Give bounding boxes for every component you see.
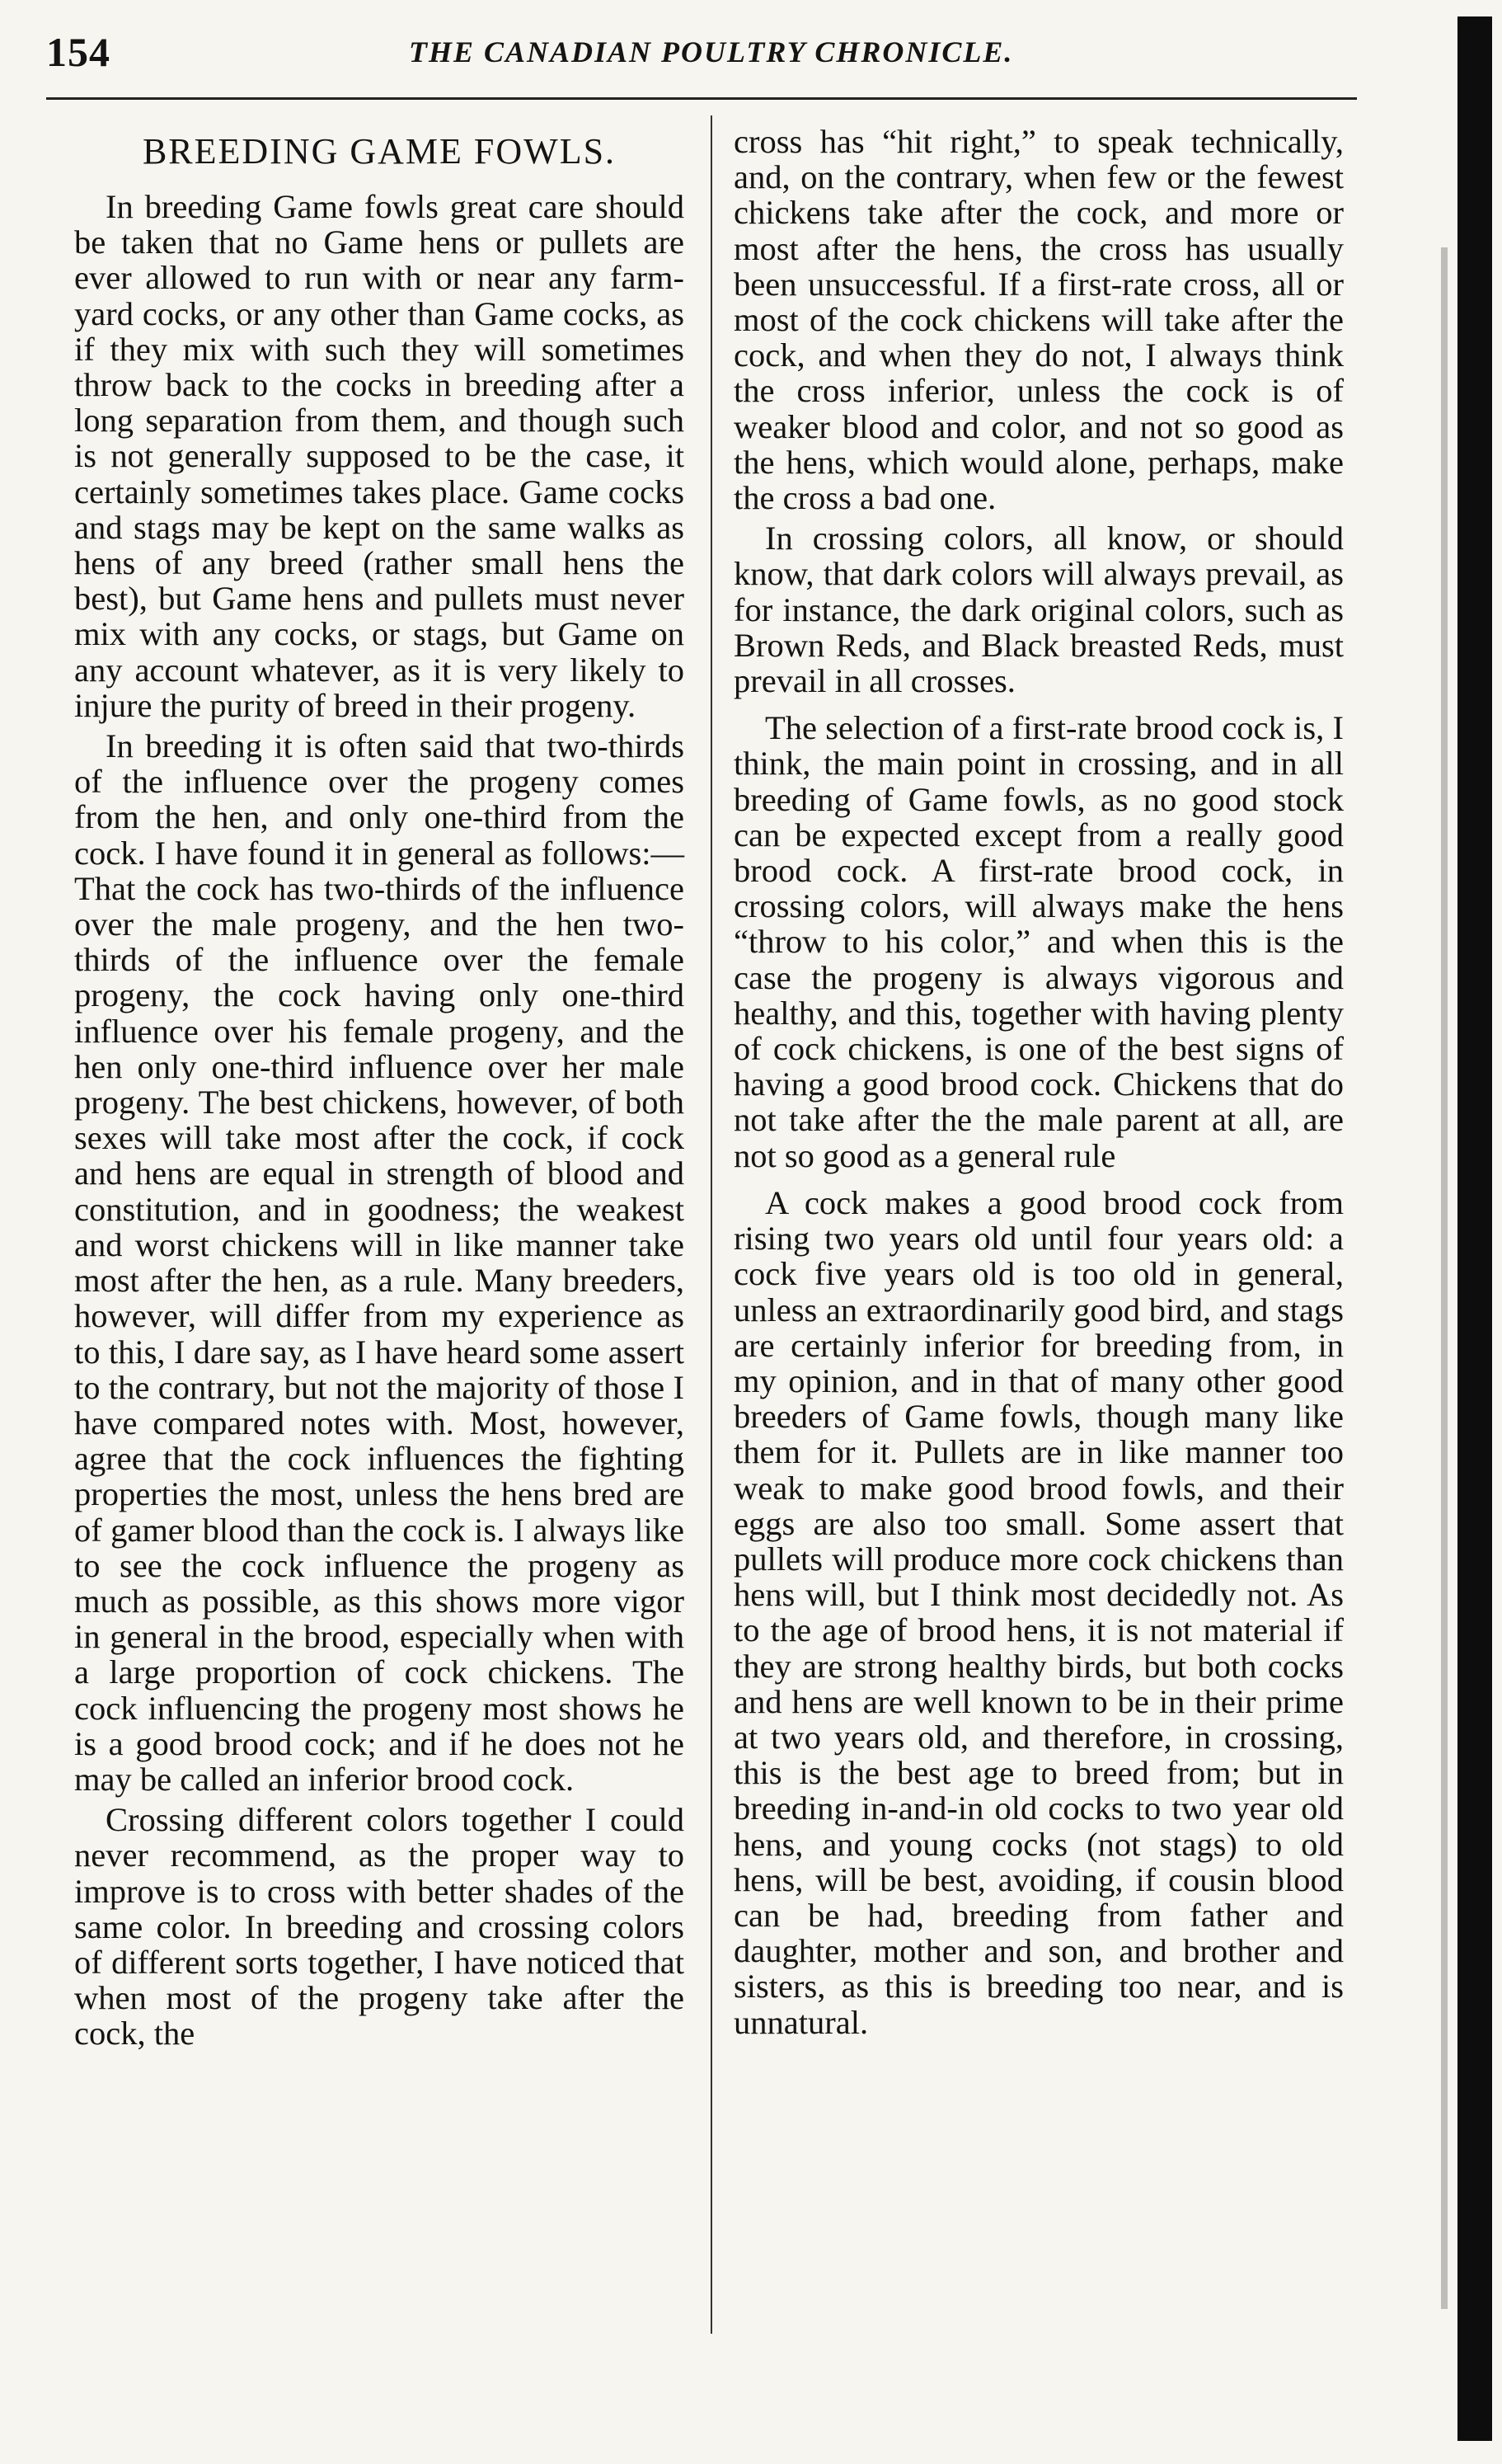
paragraph: In crossing colors, all know, or should know, that dark colors will always prevail, as for instance, the dark original colors, such as Brown Reds, and Black breasted Reds, must prevail in all crosses. — [734, 520, 1344, 700]
right-column — [734, 124, 1344, 2045]
page-header — [46, 28, 1365, 78]
article-title: BREEDING GAME FOWLS. — [142, 131, 617, 172]
page-number: 154 — [46, 29, 110, 75]
column-rule — [711, 115, 712, 2334]
page-edge-shadow — [1441, 247, 1448, 2309]
paragraph: A cock makes a good brood cock from rising two years old until four years old: a cock five years old is too old in general, unless an extraordinarily good bird, and stags are certainly inferior for breeding from, in my opinion, and in that of many other good breeders of Game fowls, though many like them for it. Pullets are in like manner too weak to make good brood fowls, and their eggs are also too small. Some assert that pullets will produce more cock chickens than hens will, but I think most decidedly not. As to the age of brood hens, it is not material if they are strong healthy birds, but both cocks and hens are well known to be in their prime at two years old, and therefore, in crossing, this is the best age to breed from; but in breeding in-and-in old cocks to two year old hens, and young cocks (not stags) to old hens, will be best, avoiding, if cousin blood can be had, breeding from father and daughter, mother and son, and brother and sisters, as this is breeding too near, and is unnatural. — [734, 1183, 1344, 2041]
paragraph: The selection of a first-rate brood cock is, I think, the main point in crossing, and in all breeding of Game fowls, as no good stock can be expected except from a really good brood cock. A first-rate brood cock, in crossing colors, will always make the hens “throw to his color,” and when this is the case the progeny is always vigorous and healthy, and this, together with having plenty of cock chickens, is one of the best signs of having a good brood cock. Chickens that do not take after the the male parent at all, are not so good as a general rule — [734, 709, 1344, 1174]
running-title: THE CANADIAN POULTRY CHRONICLE. — [409, 35, 1014, 68]
header-rule — [46, 97, 1357, 100]
paragraph: In breeding it is often said that two-thirds of the influence over the progeny comes from the hen, and only one-third from the cock. I have found it in general as follows:—That the cock has two-thirds of the influence over the male progeny, and the hen two-thirds of the influence over the female progeny, the cock having only one-third influence over his female progeny, and the hen only one-third influence over her male progeny. The best chickens, however, of both sexes will take most after the cock, if cock and hens are equal in strength of blood and constitution, and in goodness; the weakest and worst chickens will in like manner take most after the hen, as a rule. Many breeders, however, will differ from my experience as to this, I dare say, as I have heard some assert to the contrary, but not the majority of those I have compared notes with. Most, however, agree that the cock influences the fighting properties the most, unless the hens bred are of gamer blood than the cock is. I always like to see the cock influence the progeny as much as possible, as this shows more vigor in general in the brood, especially when with a large proportion of cock chickens. The cock influencing the progeny most shows he is a good brood cock; and if he does not he may be called an inferior brood cock. — [74, 727, 684, 1798]
page-binding-edge — [1457, 16, 1492, 2441]
paragraph: In breeding Game fowls great care should be taken that no Game hens or pullets are ever allowed to run with or near any farm-yard cocks, or any other than Game cocks, as if they mix with such they will sometimes throw back to the cocks in breeding after a long separation from them, and though such is not generally supposed to be the case, it certainly sometimes takes place. Game cocks and stags may be kept on the same walks as hens of any breed (rather small hens the best), but Game hens and pullets must never mix with any cocks, or stags, but Game on any account whatever, as it is very likely to injure the purity of breed in their progeny. — [74, 188, 684, 724]
paragraph: Crossing different colors together I could never recommend, as the proper way to improve is to cross with better shades of the same color. In breeding and crossing colors of different sorts together, I have noticed that when most of the progeny take after the cock, the — [74, 1801, 684, 2053]
paragraph-continued: cross has “hit right,” to speak technically, and, on the contrary, when few or the fewest chickens take after the cock, and more or most after the hens, the cross has usually been unsuccessful. If a first-rate cross, all or most of the cock chickens will take after the cock, and when they do not, I always think the cross inferior, unless the cock is of weaker blood and color, and not so good as the hens, which would alone, perhaps, make the cross a bad one. — [734, 123, 1344, 517]
left-column — [74, 115, 684, 2057]
